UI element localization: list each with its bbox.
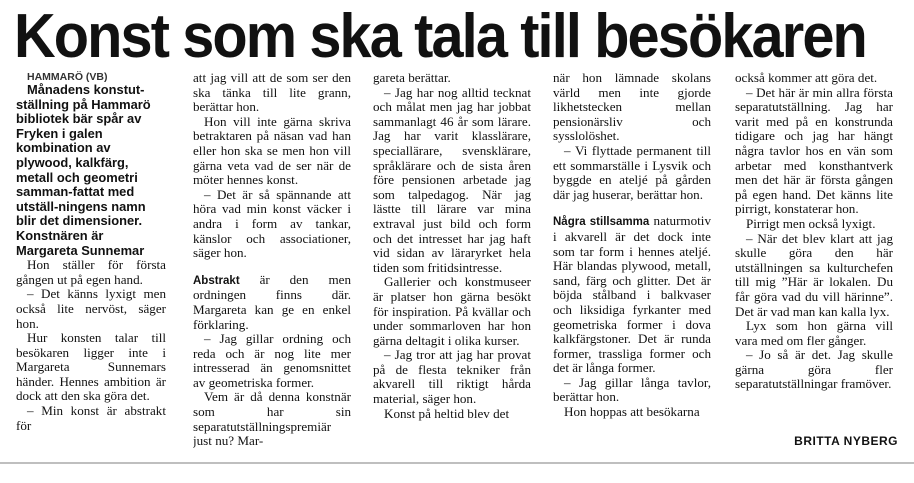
paragraph: – Det känns lyxigt men också lite nervöst, säger hon.: [16, 286, 166, 331]
paragraph: – Det här är min allra första separatutställning. Jag har varit med på en konstrunda tidigare och jag har hängt några tavlor hos en vän som arbetar med konsthantverk men det här är första gången på egen hand. Det känns lite pirrigt, konstaterar hon.: [735, 84, 893, 217]
paragraph: Vem är då denna konstnär som har sin separatutställningspremiär just nu? Mar-: [193, 389, 351, 449]
paragraph: att jag vill att de som ser den ska tänka till lite grann, berättar hon.: [193, 71, 351, 115]
lead-in: Abstrakt: [193, 274, 240, 287]
dateline: HAMMARÖ (VB): [27, 71, 108, 83]
lede: Månadens konstut-ställning på Hammarö bibliotek bär spår av Fryken i galen kombination av plywood, kalkfärg, metall och geometri samman-fattat med utställ-ningens namn blir det dimensioner. Konstnären är Margareta Sunnemar: [16, 82, 151, 258]
paragraph: Hur konsten talar till besökaren ligger inte i Margareta Sunnemars händer. Hennes ambition är dock att den ska göra det.: [16, 330, 166, 404]
paragraph: också kommer att göra det.: [735, 71, 878, 85]
paragraph: – Vi flyttade permanent till ett sommarställe i Lysvik och byggde en ateljé på gården där jag huserar, berättar hon.: [553, 142, 711, 202]
lead-in: Några stillsamma: [553, 216, 650, 229]
author-byline: BRITTA NYBERG: [794, 434, 898, 448]
headline: Konst som ska tala till besökaren: [14, 2, 866, 71]
paragraph: Konst på heltid blev det: [384, 405, 510, 421]
column-1: [16, 71, 166, 461]
paragraph: – Jag har nog alltid tecknat och målat men jag har jobbat sammanlagt 46 år som lärare. Jag har varit klasslärare, speciallärare, svensklärare, språklärare och de sista åren före pensionen arbetade jag som talpedagog. När jag lästte till lärare var mina extraval just bild och form och det intresset har jag haft vid sidan av läraryrket hela tiden som fritidsintresse.: [373, 84, 531, 275]
subhead-paragraph: [553, 214, 711, 376]
paragraph: Gallerier och konstmuseer är platser hon gärna besökt för inspiration. På kvällar och under sommarloven har hon gärna deltagit i olika kurser.: [373, 274, 531, 348]
paragraph: Hon vill inte gärna skriva betraktaren på näsan vad han eller hon ska se men hon vill gärna veta vad de ser när de möter hennes konst.: [193, 113, 351, 188]
paragraph: – Jag gillar ordning och reda och är nog lite mer intresserad än genomsnittet av geometriska former.: [193, 331, 351, 390]
paragraph-text: är den men ordningen finns där. Margareta kan ge en enkel förklaring.: [193, 271, 351, 332]
paragraph: – Det är så spännande att höra vad min konst väcker i andra i form av tankar, känslor och associationer, säger hon.: [193, 186, 351, 261]
paragraph: – Jo så är det. Jag skulle gärna göra fler separatutställningar framöver.: [735, 347, 893, 392]
column-5: [735, 71, 893, 461]
paragraph-text: naturmotiv i akvarell är det dock inte som tar form i hennes ateljé. Här blandas plywood, metall, sand, färg och glitter. Det är böjda stålband i balkvaser och liksidiga fyrkanter med geometriska former i dova kalkfärgstoner. Det är runda former, trassliga former och det är långa former.: [553, 213, 711, 376]
paragraph: Hon hoppas att besökarna: [564, 404, 700, 420]
paragraph: – Jag tror att jag har provat på de flesta tekniker från akvarell till riktigt hårda material, säger hon.: [373, 347, 531, 407]
paragraph: Pirrigt men också lyxigt.: [746, 215, 876, 231]
bottom-divider: [0, 462, 914, 464]
subhead-paragraph: [193, 273, 351, 332]
paragraph: när hon lämnade skolans värld men inte gjorde likhetstecken mellan pensionärsliv och sysslolöshet.: [553, 71, 711, 144]
paragraph: – Min konst är abstrakt för: [16, 403, 166, 433]
paragraph: – Jag gillar långa tavlor, berättar hon.: [553, 374, 711, 405]
column-2: [193, 71, 351, 461]
column-3: [373, 71, 531, 461]
paragraph: gareta berättar.: [373, 71, 451, 85]
paragraph: Lyx som hon gärna vill vara med om fler gånger.: [735, 318, 893, 348]
paragraph: Hon ställer för första gången ut på egen hand.: [16, 257, 166, 287]
column-4: [553, 71, 711, 461]
paragraph: – När det blev klart att jag skulle göra den här utställningen sa kulturchefen till mig ”Här är lokalen. Du får göra vad du vill härinne”. Det är vad man kan kalla lyx.: [735, 230, 893, 319]
